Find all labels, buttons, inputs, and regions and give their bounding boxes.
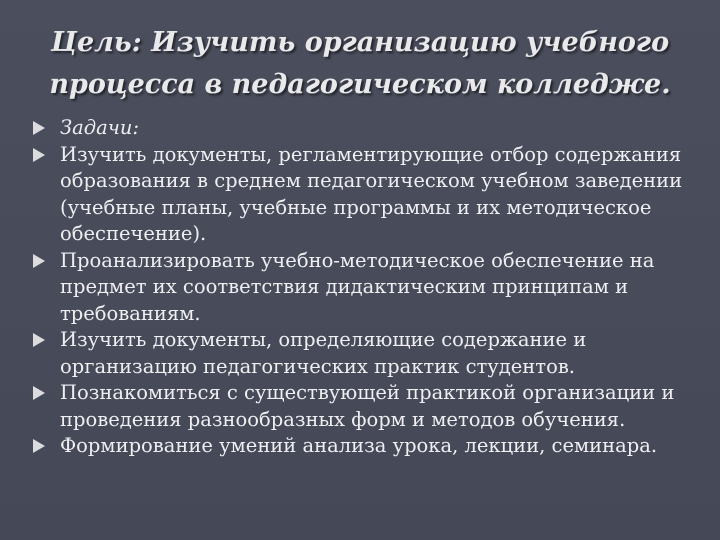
- slide-title: [0, 22, 720, 106]
- triangle-right-icon: [33, 439, 45, 453]
- list-item-text: Изучить документы, определяющие содержание и организацию педагогических практик студентов.: [60, 328, 587, 378]
- tasks-heading-text: Задачи:: [60, 116, 140, 139]
- triangle-right-icon: [33, 386, 45, 400]
- triangle-right-icon: [33, 333, 45, 347]
- list-item-text: Изучить документы, регламентирующие отбор содержания образования в среднем педагогическом учебном заведении (учебные планы, учебные программы и их методическое обеспечение).: [60, 142, 683, 245]
- slide-title-line-1: Цель: Изучить организацию учебного: [50, 27, 670, 58]
- triangle-right-icon: [33, 121, 45, 135]
- triangle-right-icon: [33, 148, 45, 162]
- tasks-heading: [40, 115, 710, 142]
- list-item-text: Проанализировать учебно-методическое обеспечение на предмет их соответствия дидактическим принципам и требованиям.: [60, 248, 655, 325]
- slide-body: [40, 115, 710, 460]
- list-item-text: Формирование умений анализа урока, лекции, семинара.: [60, 434, 658, 457]
- list-item-text: Познакомиться с существующей практикой организации и проведения разнообразных форм и методов обучения.: [60, 381, 675, 431]
- triangle-right-icon: [33, 254, 45, 268]
- slide-title-line-2: процесса в педагогическом колледже.: [49, 69, 671, 100]
- list-item: [40, 433, 710, 460]
- list-item: [40, 248, 710, 328]
- list-item: [40, 142, 710, 248]
- list-item: [40, 380, 710, 433]
- list-item: [40, 327, 710, 380]
